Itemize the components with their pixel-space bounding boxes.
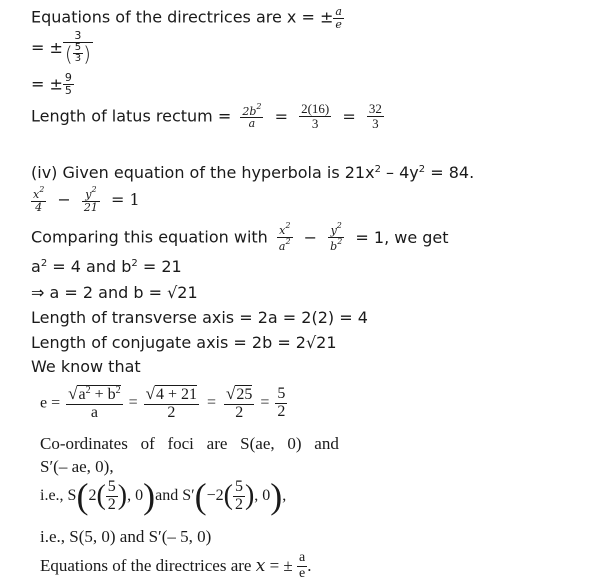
- a-b-values: ⇒ a = 2 and b = √21: [31, 283, 198, 302]
- eccentricity-equation: e = $\frac{√a^2 + b^2}{a}$ = $\frac{√4 + 21}{2}$ = $\frac{√25}{2}$ = $\frac{5}{2}$: [40, 384, 286, 421]
- two-b-squared-over-a-fraction: $\frac{2b^2}{a}$: [242, 101, 262, 131]
- sqrt-25-over-2-fraction: $\frac{√25}{2}$: [226, 384, 253, 421]
- five-over-two-fraction: $\frac{5}{2}$: [277, 385, 286, 420]
- a-over-e-fraction: $\frac{a}{e}$: [335, 5, 342, 31]
- latus-rectum-line: Length of latus rectum = $\frac{2b^2}{a}$ = $\frac{2(16)}{3}$ = $\frac{32}{3}$: [31, 101, 382, 131]
- a-over-e-final-fraction: $\frac{a}{e}$: [298, 550, 306, 581]
- a-b-squared-values: $a^2 = 4$ and $b^2 = 21$: [31, 257, 182, 276]
- nine-over-five-fraction: $\frac{9}{5}$: [64, 71, 72, 97]
- foci-substituted-line: i.e., S(2( $\frac{5}{2}$ ), 0)and S′(−2( $\frac{5}{2}$ ), 0),: [40, 476, 287, 516]
- comparison-line: Comparing this equation with $\frac{x^2}{a^2}$ − $\frac{y^2}{b^2}$ = 1, we get: [31, 221, 449, 253]
- we-know-that-line: We know that: [31, 357, 141, 376]
- three-over-five-thirds-fraction: 3 ( $\frac{5}{3}$ ): [64, 29, 91, 66]
- conjugate-axis-line: Length of conjugate axis = 2b = 2√21: [31, 333, 337, 352]
- x-squared-over-a-squared-fraction: $\frac{x^2}{a^2}$: [278, 221, 291, 253]
- directrix-equation-line: [31, 6, 344, 30]
- transverse-axis-line: Length of transverse axis = 2a = 2(2) = 4: [31, 308, 368, 327]
- foci-coordinates-line-2: S′(– ae, 0),: [40, 457, 114, 476]
- hyperbola-given-line: (iv) Given equation of the hyperbola is $21x^2 - 4y^2 = 84$.: [31, 163, 475, 182]
- x-squared-over-four-fraction: $\frac{x^2}{4}$: [33, 185, 45, 214]
- y-squared-over-b-squared-fraction: $\frac{y^2}{b^2}$: [330, 221, 343, 253]
- standard-form-line: $\frac{x^2}{4}$ − $\frac{y^2}{21}$ = 1: [33, 185, 140, 214]
- directrix-step-2: = ± $\frac{9}{5}$: [31, 71, 72, 97]
- five-halves-fraction: $\frac{5}{2}$: [107, 477, 116, 513]
- five-halves-fraction-2: $\frac{5}{2}$: [234, 477, 243, 513]
- sqrt-4-plus-21-over-2-fraction: $\frac{√4 + 21}{2}$: [145, 384, 198, 421]
- foci-result-line: i.e., S(5, 0) and S′(– 5, 0): [40, 527, 212, 546]
- y-squared-over-twenty-one-fraction: $\frac{y^2}{21}$: [83, 185, 98, 214]
- directrix-step-1: = ± 3 ( $\frac{5}{3}$ ): [31, 29, 91, 66]
- directrix-text: Equations of the directrices are x = ±: [31, 7, 334, 27]
- thirty-two-over-three-fraction: $\frac{32}{3}$: [368, 101, 382, 131]
- sqrt-a2-b2-over-a-fraction: $\frac{√a^2 + b^2}{a}$: [68, 384, 121, 421]
- foci-coordinates-line-1: Co-ordinates of foci are S(ae, 0) and: [40, 434, 339, 453]
- directrices-final-line: Equations of the directrices are x = ± $\frac{a}{e}$ .: [40, 550, 312, 581]
- two-sixteen-over-three-fraction: $\frac{2(16)}{3}$: [301, 101, 330, 131]
